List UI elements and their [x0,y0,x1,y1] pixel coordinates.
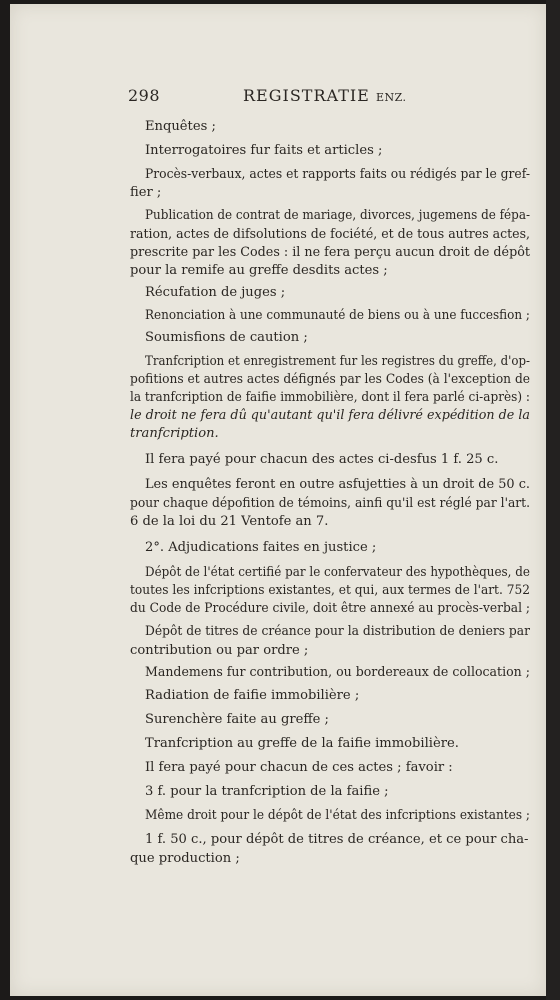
text-line: Dépôt de titres de créance pour la distribution de deniers par [145,624,530,639]
text-line: tranfcription. [130,426,219,441]
text-line: fier ; [130,185,162,200]
text-line: Tranfcription au greffe de la faifie immobilière. [145,736,459,751]
text-line: Dépôt de l'état certifié par le confervateur des hypothèques, de [145,565,530,580]
page-number: 298 [128,86,161,105]
text-line: Mandemens fur contribution, ou bordereaux de collocation ; [145,665,530,680]
text-line: Interrogatoires fur faits et articles ; [145,143,383,158]
text-line: Il fera payé pour chacun des actes ci-desfus 1 f. 25 c. [145,452,499,467]
text-line: Enquêtes ; [145,119,216,134]
text-line: que production ; [130,851,240,866]
running-header [243,86,407,105]
text-line: Soumisfions de caution ; [145,330,308,345]
text-line: pour la remife au greffe desdits actes ; [130,263,388,278]
header-title: REGISTRATIE [243,86,370,105]
page-edge [546,0,560,1000]
text-line: Il fera payé pour chacun de ces actes ; favoir : [145,760,453,775]
text-line: contribution ou par ordre ; [130,643,309,658]
text-line: Même droit pour le dépôt de l'état des infcriptions existantes ; [145,808,530,823]
text-line: Publication de contrat de mariage, divorces, jugemens de fépa- [145,208,531,223]
text-line: 2°. Adjudications faites en justice ; [145,540,377,555]
text-line: ration, actes de difsolutions de fociété, et de tous autres actes, [130,227,530,242]
text-line: 6 de la loi du 21 Ventofe an 7. [130,514,329,529]
text-line: Tranfcription et enregistrement fur les registres du greffe, d'op- [145,354,531,369]
text-line: toutes les infcriptions existantes, et qui, aux termes de l'art. 752 [130,583,530,598]
text-line: Récufation de juges ; [145,285,286,300]
text-line: Radiation de faifie immobilière ; [145,688,360,703]
text-line: Renonciation à une communauté de biens ou à une fuccesfion ; [145,308,530,323]
text-line: pour chaque dépofition de témoins, ainfi qu'il est réglé par l'art. [130,496,530,511]
text-line: la tranfcription de faifie immobilière, dont il fera parlé ci-après) : [130,390,531,405]
text-line: le droit ne fera dû qu'autant qu'il fera délivré expédition de la [130,408,530,423]
text-line: du Code de Procédure civile, doit être annexé au procès-verbal ; [130,601,531,616]
text-line: 1 f. 50 c., pour dépôt de titres de créance, et ce pour cha- [145,832,529,847]
text-line: Procès-verbaux, actes et rapports faits ou rédigés par le gref- [145,167,531,182]
header-suffix: ENZ. [375,91,407,104]
text-line: pofitions et autres actes défignés par les Codes (à l'exception de [130,372,531,387]
text-line: 3 f. pour la tranfcription de la faifie ; [145,784,389,799]
text-line: prescrite par les Codes : il ne fera perçu aucun droit de dépôt [130,245,530,260]
text-line: Surenchère faite au greffe ; [145,712,329,727]
text-line: Les enquêtes feront en outre asfujetties à un droit de 50 c. [145,477,531,492]
